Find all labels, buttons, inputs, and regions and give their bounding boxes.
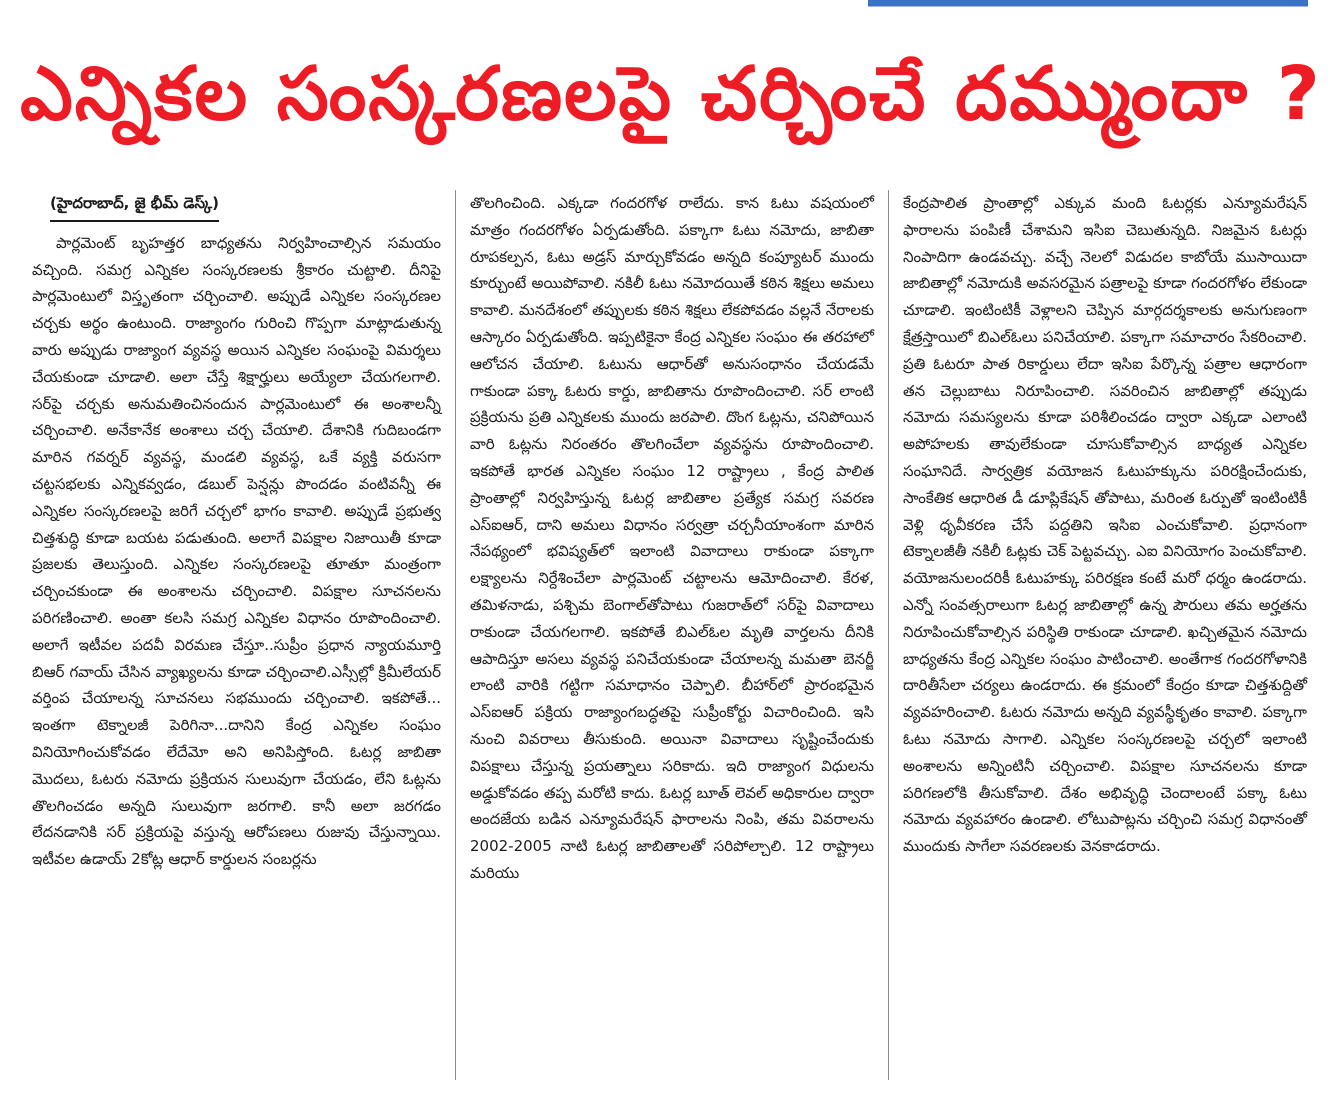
- article-column-2: [455, 190, 888, 1080]
- column-1-text: పార్లమెంట్ బృహత్తర బాధ్యతను నిర్వహించాల్సిన సమయం వచ్చింది. సమగ్ర ఎన్నికల సంస్కరణలకు శ్రీకారం చుట్టాలి. దీనిపై పార్లమెంటులో విస్తృతంగా చర్చించాలి. అప్పుడే ఎన్నికల సంస్కరణల చర్చకు అర్థం ఉంటుంది. రాజ్యాంగం గురించి గొప్పగా మాట్లాడుతున్న వారు అప్పుడు రాజ్యాంగ వ్యవస్థ అయిన ఎన్నికల సంఘంపై విమర్శలు చేయకుండా చూడాలి. అలా చేస్తే శిక్షార్హులు అయ్యేలా చేయగలగాలి. సర్‌పై చర్చకు అనుమతించినందున పార్లమెంటులో ఈ అంశాలన్నీ చర్చించాలి. అనేకానేక అంశాలు చర్చ చేయాలి. దేశానికి గుదిబండగా మారిన గవర్నర్ వ్యవస్థ, మండలి వ్యవస్థ, ఒకే వ్యక్తి వరుసగా చట్టసభలకు ఎన్నికవ్వడం, డబుల్ పెన్షన్లు పొందడం వంటివన్నీ ఈ ఎన్నికల సంస్కరణలపై జరిగే చర్చలో భాగం కావాలి. అప్పుడే ప్రభుత్వ చిత్తశుద్ధి కూడా బయట పడుతుంది. అలాగే విపక్షాల నిజాయితీ కూడా ప్రజలకు తెలుస్తుంది. ఎన్నికల సంస్కరణలపై తూతూ మంత్రంగా చర్చించకుండా ఈ అంశాలను చర్చించాలి. విపక్షాల సూచనలను పరిగణించాలి. అంతా కలసి సమగ్ర ఎన్నికల విధానం రూపొందించాలి. అలాగే ఇటీవల పదవీ విరమణ చేస్తూ..సుప్రీం ప్రధాన న్యాయమూర్తి బిఆర్ గవాయ్ చేసిన వ్యాఖ్యలను కూడా చర్చించాలి.ఎస్సీల్లో క్రిమీలేయర్ వర్తింప చేయాలన్న సూచనలు సభముందు చర్చించాలి. ఇకపోతే... ఇంతగా టెక్నాలజీ పెరిగినా...దానిని కేంద్ర ఎన్నికల సంఘం వినియోగించుకోవడం లేదేమో అని అనిపిస్తోంది. ఓటర్ల జాబితా మొదలు, ఓటరు నమోదు ప్రక్రియన సులువుగా చేయడం, లేని ఓట్లను తొలగించడం అన్నది సులువుగా జరగాలి. కానీ అలా జరగడం లేదనడానికి సర్ ప్రక్రియపై వస్తున్న ఆరోపణలు రుజువు చేస్తున్నాయి. ఇటీవల ఉడాయ్ 2కోట్ల ఆధార్ కార్డులన సంబర్లను: [32, 233, 441, 869]
- column-2-text: తొలగించింది. ఎక్కడా గందరగోళ రాలేదు. కాన ఓటు వషయంలో మాత్రం గందరగోళం ఏర్పడుతోంది. పక్కాగా ఓటు నమోదు, జాబితా రూపకల్పన, ఓటు అడ్రస్ మార్చుకోవడం అన్నది కంప్యూటర్ ముందు కూర్చుంటే అయిపోవాలి. నకిలీ ఓటు నమోదయితే కఠిన శిక్షలు అమలు కావాలి. మనదేశంలో తప్పులకు కఠిన శిక్షలు లేకపోవడం వల్లనే నేరాలకు ఆస్కారం ఏర్పడుతోంది. ఇప్పటికైనా కేంద్ర ఎన్నికల సంఘం ఈ తరహాలో ఆలోచన చేయాలి. ఓటును ఆధార్‌తో అనుసంధానం చేయడమే గాకుండా పక్కా ఓటరు కార్డు, జాబితాను రూపొందించాలి. సర్ లాంటి ప్రక్రియను ప్రతి ఎన్నికలకు ముందు జరపాలి. దొంగ ఓట్లను, చనిపోయిన వారి ఓట్లను నిరంతరం తొలగించేలా వ్యవస్థను రూపొందించాలి. ఇకపోతే భారత ఎన్నికల సంఘం 12 రాష్ట్రాలు , కేంద్ర పాలిత ప్రాంతాల్లో నిర్వహిస్తున్న ఓటర్ల జాబితాల ప్రత్యేక సమగ్ర సవరణ ఎస్ఐఆర్, దాని అమలు విధానం సర్వత్రా చర్చనీయాంశంగా మారిన నేపథ్యంలో భవిష్యత్‌లో ఇలాంటి వివాదాలు రాకుండా పక్కాగా లక్ష్యాలను నిర్దేశించేలా పార్లమెంట్ చట్టాలను ఆమోదించాలి. కేరళ, తమిళనాడు, పశ్చిమ బెంగాల్‌తోపాటు గుజరాత్‌లో సర్‌పై వివాదాలు రాకుండా చేయగలగాలి. ఇకపోతే బిఎల్ఓల మృతి వార్తలను దీనికి ఆపాదిస్తూ అసలు వ్యవస్థ పనిచేయకుండా చేయాలన్న మమతా బెనర్జీ లాంటి వారికి గట్టిగా సమాధానం చెప్పాలి. బీహార్‌లో ప్రారంభమైన ఎస్ఐఆర్ పక్రియ రాజ్యాంగబద్ధతపై సుప్రీంకోర్టు విచారించింది. ఇసి నుంచి వివరాలు తీసుకుంది. అయినా వివాదాలు సృష్టించేందుకు విపక్షాలు చేస్తున్న ప్రయత్నాలు సరికాదు. ఇది రాజ్యాంగ విధులను అడ్డుకోవడం తప్ప మరోటి కాదు. ఓటర్ల బూత్ లెవల్ అధికారుల ద్వారా అందజేయ బడిన ఎన్యూమరేషన్ ఫారాలను నింపి, తమ వివరాలను 2002-2005 నాటి ఓటర్ల జాబితాలతో సరిపోల్చాలి. 12 రాష్ట్రాలు మరియు: [470, 194, 874, 882]
- article-column-3: [888, 190, 1321, 1080]
- dateline: (హైదరాబాద్, జై భీమ్ డెస్క్): [50, 190, 219, 222]
- top-color-strip: [868, 0, 1308, 7]
- column-3-text: కేంద్రపాలిత ప్రాంతాల్లో ఎక్కువ మంది ఓటర్లకు ఎన్యూమరేషన్ ఫారాలను పంపిణీ చేశామని ఇసిఐ చెబుతున్నది. నిజమైన ఓటర్లు నింపాదిగా ఉండవచ్చు. వచ్చే నెలలో విడుదల కాబోయే ముసాయిదా జాబితాల్లో నమోదుకి అవసరమైన పత్రాలపై కూడా గందరగోళం లేకుండా చూడాలి. ఇంటింటికీ వెళ్లాలని చెప్పిన మార్గదర్శకాలకు అనుగుణంగా క్షేత్రస్తాయిలో బిఎల్ఓలు పనిచేయాలి. పక్కాగా సమాచారం సేకరించాలి. ప్రతి ఓటరూ పాత రికార్డులు లేదా ఇసిఐ పేర్కొన్న పత్రాల ఆధారంగా తన చెల్లుబాటు నిరూపించాలి. సవరించిన జాబితాల్లో తప్పుడు నమోదు సమస్యలను కూడా పరిశీలించడం ద్వారా ఎక్కడా ఎలాంటి అపోహలకు తావులేకుండా చూసుకోవాల్సిన బాధ్యత ఎన్నికల సంఘానిదే. సార్వత్రిక వయోజన ఓటుహక్కును పరిరక్షించేందుకు, సాంకేతిక ఆధారిత డీ డూప్లికేషన్ తోపాటు, మరింత ఓర్పుతో ఇంటింటికీ వెళ్లి ధృవీకరణ చేసే పద్దతిని ఇసిఐ ఎంచుకోవాలి. ప్రధానంగా టెక్నాలజీతీ నకిలీ ఓట్లకు చెక్ పెట్టవచ్చు. ఎఐ వినియోగం పెంచుకోవాలి. వయోజనులందరికీ ఓటుహక్కు పరిరక్షణ కంటే మరో ధర్మం ఉండరాదు. ఎన్నో సంవత్సరాలుగా ఓటర్ల జాబితాల్లో ఉన్న పౌరులు తమ అర్హతను నిరూపించుకోవాల్సిన పరిస్థితి రాకుండా చూడాలి. ఖచ్చితమైన నమోదు బాధ్యతను కేంద్ర ఎన్నికల సంఘం పాటించాలి. అంతేగాక గందరగోళానికి దారితీసేలా చర్యలు ఉండరాదు. ఈ క్రమంలో కేంద్రం కూడా చిత్తశుద్దితో వ్యవహరించాలి. ఓటరు నమోదు అన్నది వ్యవస్థీకృతం కావాలి. పక్కాగా ఓటు నమోదు సాగాలి. ఎన్నికల సంస్కరణలపై చర్చలో ఇలాంటి అంశాలను అన్నింటినీ చర్చించాలి. విపక్షాల సూచనలను కూడా పరిగణలోకి తీసుకోవాలి. దేశం అభివృద్ధి చెందాలంటే పక్కా ఓటు నమోదు వ్యవహారం ఉండాలి. లోటుపాట్లను చర్చించి సమగ్ర విధానంతో ముందుకు సాగేలా సవరణలకు వెనకాడరాదు.: [903, 194, 1307, 856]
- article-body: [22, 190, 1322, 1080]
- headline: ఎన్నికల సంస్కరణలపై చర్చించే దమ్ముందా ?: [20, 51, 1322, 137]
- article-column-1: [22, 190, 455, 1080]
